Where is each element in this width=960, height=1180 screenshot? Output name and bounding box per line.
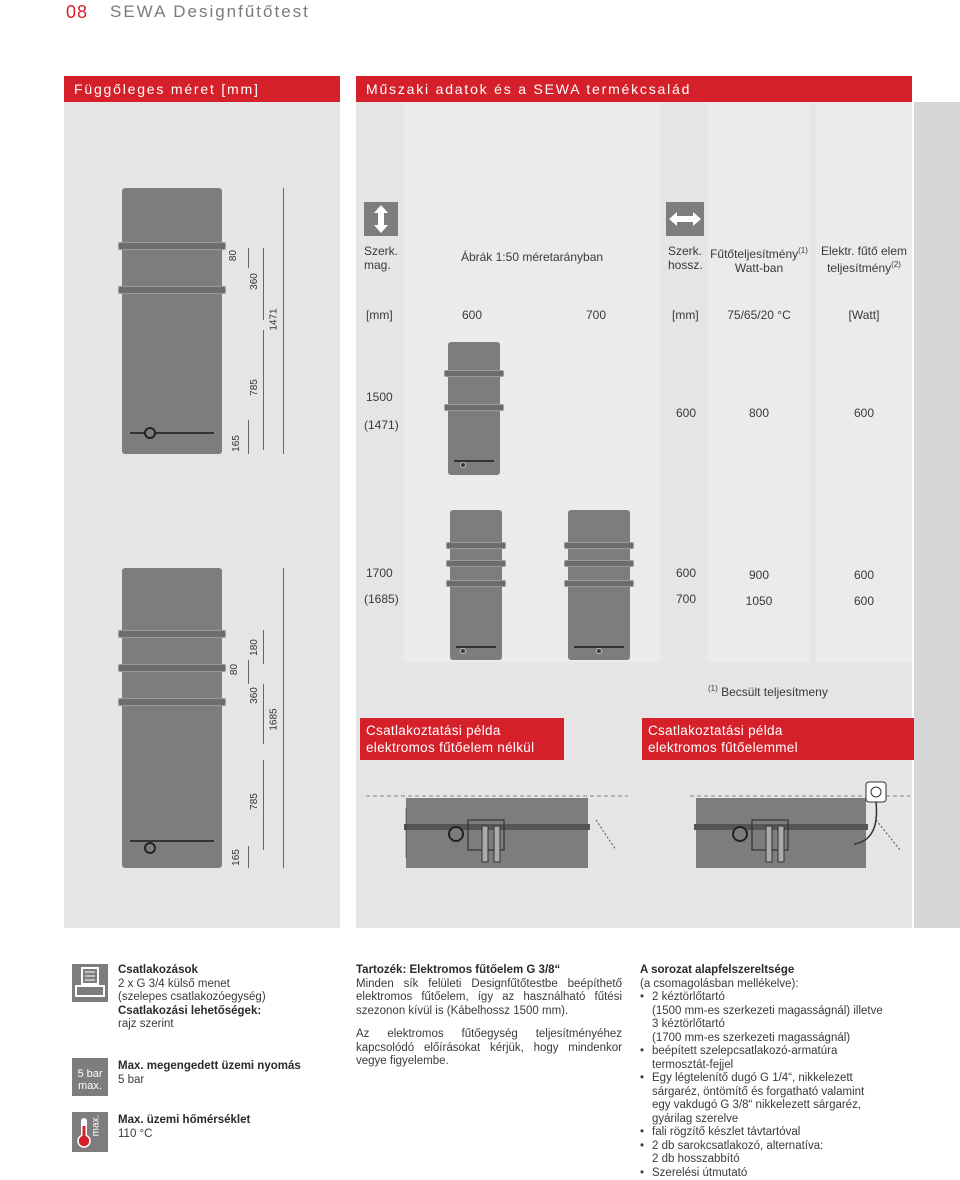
scale-note: Ábrák 1:50 méretarányban xyxy=(460,250,604,264)
list-item-cont: 2 db hosszabbító xyxy=(652,1153,740,1165)
dim-360: 360 xyxy=(248,273,260,290)
length-header-label: Szerk. hossz. xyxy=(668,244,703,272)
towel-rail xyxy=(564,560,634,567)
list-item-cont: (1500 mm-es szerkezeti magasságnál) illetve xyxy=(652,1004,883,1017)
accessory-para1: Minden sík felületi Designfűtőtestbe beépíthető elektromos fűtőelem, így az használható fűtési szezonon kívül is (Kábelhossz 1500 mm). xyxy=(356,977,622,1017)
output-header xyxy=(708,244,810,275)
output-label: Fűtőteljesítmény xyxy=(710,247,799,261)
unit-watt: [Watt] xyxy=(848,308,880,322)
footer-connections xyxy=(118,964,338,1032)
dim-line xyxy=(248,248,249,268)
output-unit: Watt-ban xyxy=(734,261,784,275)
vertical-arrows-icon xyxy=(364,202,398,236)
temperature-value: 110 °C xyxy=(118,1127,153,1140)
page-title: SEWA Designfűtőtest xyxy=(110,2,310,21)
height-header-label: Szerk. mag. xyxy=(364,244,399,272)
label-line1: Csatlakoztatási példa xyxy=(366,723,501,738)
row1-length: 600 xyxy=(676,406,697,420)
valve-icon xyxy=(144,842,156,854)
label-line2: elektromos fűtőelemmel xyxy=(648,740,798,755)
towel-rail xyxy=(118,286,226,294)
valve-icon xyxy=(596,648,602,654)
row2-height-actual: (1685) xyxy=(364,592,399,606)
connection-diagram-a xyxy=(356,780,638,890)
towel-rail xyxy=(118,630,226,638)
footer-temperature xyxy=(118,1114,338,1141)
towel-rail xyxy=(118,698,226,706)
towel-rail xyxy=(564,542,634,549)
dim-785: 785 xyxy=(248,379,260,396)
towel-rail xyxy=(444,370,504,377)
dim-line xyxy=(263,760,264,850)
radiator-1700-side-view xyxy=(122,568,222,868)
dim-80: 80 xyxy=(229,663,241,676)
dim-line xyxy=(248,660,249,684)
connections-line2: (szelepes csatlakozóegység) xyxy=(118,991,266,1003)
footnote xyxy=(708,684,828,699)
temp-spec: 75/65/20 °C xyxy=(727,308,791,322)
footer-pressure xyxy=(118,1060,338,1087)
connection-diagram-b xyxy=(640,780,912,890)
dim-165: 165 xyxy=(230,435,242,452)
row1-elem: 600 xyxy=(853,406,875,420)
page-header xyxy=(0,0,960,40)
valve-icon xyxy=(460,648,466,654)
base-line xyxy=(130,840,214,842)
towel-rail xyxy=(118,242,226,250)
unit-mm: [mm] xyxy=(366,308,393,322)
accessory-title: Tartozék: Elektromos fűtőelem G 3/8“ xyxy=(356,964,561,976)
towel-rail xyxy=(444,404,504,411)
radiator-1500-side-view xyxy=(122,188,222,454)
dim-line xyxy=(263,630,264,664)
dim-180: 180 xyxy=(248,639,260,656)
footnote-text: Becsült teljesítmeny xyxy=(721,685,828,699)
list-item: • beépített szelepcsatlakozó-armatúra xyxy=(640,1045,912,1059)
towel-rail xyxy=(564,580,634,587)
elem-label2: teljesítmény xyxy=(827,261,892,275)
elem-label: Elektr. fűtő elem xyxy=(820,244,908,258)
dim-line xyxy=(263,248,264,320)
towel-rail xyxy=(446,542,506,549)
dim-1685: 1685 xyxy=(268,708,280,731)
connections-line1: 2 x G 3/4 külső menet xyxy=(118,977,230,990)
temperature-title: Max. üzemi hőmérséklet xyxy=(118,1114,251,1126)
radiator-600x1500-front xyxy=(448,342,500,475)
width-600: 600 xyxy=(462,308,483,322)
dim-165: 165 xyxy=(230,849,242,866)
left-section-title: Függőleges méret [mm] xyxy=(64,76,340,102)
dim-785: 785 xyxy=(248,793,260,810)
row2-length-a: 600 xyxy=(676,566,697,580)
dim-line xyxy=(263,684,264,744)
radiator-600x1700-front xyxy=(450,510,502,660)
dim-line xyxy=(248,846,249,868)
equipment-title: A sorozat alapfelszereltsége xyxy=(640,964,795,976)
pressure-title: Max. megengedett üzemi nyomás xyxy=(118,1060,301,1072)
base-line xyxy=(130,432,214,434)
accessory-para2: Az elektromos fűtőegység teljesítményéhez kapcsolódó előírásokat kérjük, hogy mindenkor vegye figyelembe. xyxy=(356,1028,622,1067)
list-item-cont: (1700 mm-es szerkezeti magasságnál) xyxy=(652,1031,851,1044)
width-700: 700 xyxy=(586,308,607,322)
row2-height: 1700 xyxy=(366,566,393,580)
row1-height: 1500 xyxy=(366,390,393,404)
radiator-700x1700-front xyxy=(568,510,630,660)
dim-line xyxy=(283,188,284,454)
row2-elem-b: 600 xyxy=(853,594,875,608)
page-number: 08 xyxy=(66,2,89,22)
pressure-value: 5 bar xyxy=(118,1073,145,1086)
equipment-subtitle: (a csomagolásban mellékelve): xyxy=(640,977,799,990)
row2-output-b: 1050 xyxy=(745,594,773,608)
row2-output-a: 900 xyxy=(748,568,770,582)
row1-output: 800 xyxy=(748,406,770,420)
right-edge-band xyxy=(914,102,960,928)
dim-80: 80 xyxy=(228,249,240,262)
equipment-list xyxy=(640,991,912,1180)
connections-title: Csatlakozások xyxy=(118,964,198,976)
towel-rail xyxy=(118,664,226,672)
dim-1471: 1471 xyxy=(268,308,280,331)
list-item: • fali rögzítő készlet távtartóval xyxy=(640,1126,912,1140)
elem-sup: (2) xyxy=(891,260,901,269)
row1-height-actual: (1471) xyxy=(364,418,399,432)
list-item: • Szerelési útmutató xyxy=(640,1167,912,1180)
list-item: • 2 kéztörlőtartó xyxy=(640,991,912,1005)
towel-rail xyxy=(446,580,506,587)
list-item: • Egy légtelenítő dugó G 1/4“, nikkelezett xyxy=(640,1072,912,1086)
connection-example-with-heater xyxy=(642,718,914,760)
unit-mm: [mm] xyxy=(672,308,699,322)
label-line1: Csatlakoztatási példa xyxy=(648,723,783,738)
footer-accessory xyxy=(356,964,622,1069)
connections-icon xyxy=(72,964,108,1002)
connection-options-title: Csatlakozási lehetőségek: xyxy=(118,1004,262,1017)
dim-line xyxy=(263,330,264,450)
elem-header xyxy=(816,244,912,275)
pressure-icon: 5 bar max. xyxy=(72,1058,108,1096)
list-item-cont: sárgaréz, öntömítő és forgatható valamint xyxy=(652,1085,865,1098)
list-item: • 2 db sarokcsatlakozó, alternatíva: xyxy=(640,1140,912,1154)
connection-options-text: rajz szerint xyxy=(118,1018,174,1030)
row2-length-b: 700 xyxy=(676,592,697,606)
label-line2: elektromos fűtőelem nélkül xyxy=(366,740,535,755)
list-item-cont: egy vakdugó G 3/8“ nikkelezett sárgaréz, xyxy=(652,1099,862,1111)
list-item-cont: 3 kéztörlőtartó xyxy=(652,1018,725,1030)
temperature-max-label: max. xyxy=(90,1114,102,1137)
dim-360: 360 xyxy=(248,687,260,704)
temperature-icon xyxy=(72,1112,108,1152)
dim-line xyxy=(283,568,284,868)
list-item-cont: termosztát-fejjel xyxy=(652,1058,734,1071)
row2-elem-a: 600 xyxy=(853,568,875,582)
list-item-cont: gyárilag szerelve xyxy=(652,1112,739,1125)
towel-rail xyxy=(446,560,506,567)
footnote-sup: (1) xyxy=(708,684,718,693)
output-sup: (1) xyxy=(798,246,808,255)
connection-example-without-heater xyxy=(360,718,564,760)
valve-icon xyxy=(144,427,156,439)
horizontal-arrows-icon xyxy=(666,202,704,236)
footer-standard-equipment xyxy=(640,964,912,1180)
valve-icon xyxy=(460,462,466,468)
dim-line xyxy=(248,420,249,454)
right-section-title: Műszaki adatok és a SEWA termékcsalád xyxy=(356,76,912,102)
base-line xyxy=(454,460,494,462)
